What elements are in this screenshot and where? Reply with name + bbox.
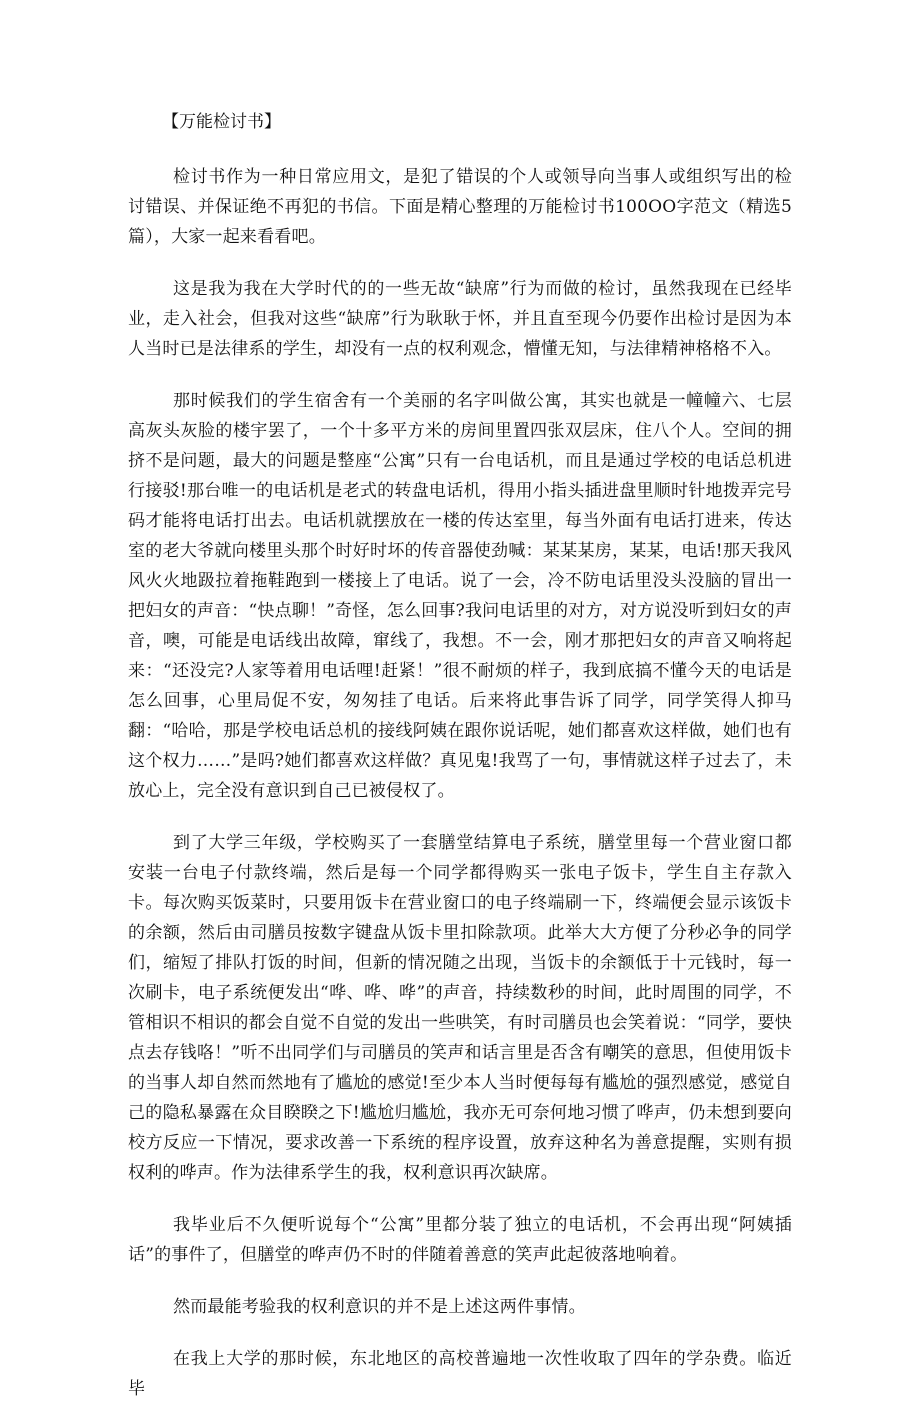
- paragraph-dorm-phone-story: 那时候我们的学生宿舍有一个美丽的名字叫做公寓，其实也就是一幢幢六、七层高灰头灰脸的楼宇罢了，一个十多平方米的房间里置四张双层床，住八个人。空间的拥挤不是问题，最大的问题是整座“公寓”只有一台电话机，而且是通过学校的电话总机进行接驳!那台唯一的电话机是老式的转盘电话机，得用小指头插进盘里顺时针地拨弄完号码才能将电话打出去。电话机就摆放在一楼的传达室里，每当外面有电话打进来，传达室的老大爷就向楼里头那个时好时坏的传音器使劲喊：某某某房，某某，电话!那天我风风火火地趿拉着拖鞋跑到一楼接上了电话。说了一会，冷不防电话里没头没脑的冒出一把妇女的声音：“快点聊！”奇怪，怎么回事?我问电话里的对方，对方说没听到妇女的声音，噢，可能是电话线出故障，窜线了，我想。不一会，刚才那把妇女的声音又响将起来：“还没完?人家等着用电话哩!赶紧！”很不耐烦的样子，我到底搞不懂今天的电话是怎么回事，心里局促不安，匆匆挂了电话。后来将此事告诉了同学，同学笑得人抑马翻：“哈哈，那是学校电话总机的接线阿姨在跟你说话呢，她们都喜欢这样做，她们也有这个权力……”是吗?她们都喜欢这样做？真见鬼!我骂了一句，事情就这样子过去了，未放心上，完全没有意识到自己已被侵权了。: [128, 391, 792, 801]
- document-title: 【万能检讨书】: [162, 112, 281, 132]
- paragraph-dining-card-story: 到了大学三年级，学校购买了一套膳堂结算电子系统，膳堂里每一个营业窗口都安装一台电子付款终端，然后是每一个同学都得购买一张电子饭卡，学生自主存款入卡。每次购买饭菜时，只要用饭卡在营业窗口的电子终端刷一下，终端便会显示该饭卡的余额，然后由司膳员按数字键盘从饭卡里扣除款项。此举大大方便了分秒必争的同学们，缩短了排队打饭的时间，但新的情况随之出现，当饭卡的余额低于十元钱时，每一次刷卡，电子系统便发出“哗、哗、哗”的声音，持续数秒的时间，此时周围的同学，不管相识不相识的都会自觉不自觉的发出一些哄笑，有时司膳员也会笑着说：“同学，要快点去存钱咯！”听不出同学们与司膳员的笑声和话言里是否含有嘲笑的意思，但使用饭卡的当事人却自然而然地有了尴尬的感觉!至少本人当时便每每有尴尬的强烈感觉，感觉自己的隐私暴露在众目睽睽之下!尴尬归尴尬，我亦无可奈何地习惯了哗声，仍未想到要向校方反应一下情况，要求改善一下系统的程序设置，放弃这种名为善意提醒，实则有损权利的哗声。作为法律系学生的我，权利意识再次缺席。: [128, 833, 792, 1183]
- document-body: [128, 105, 792, 1426]
- paragraph-intro: 检讨书作为一种日常应用文，是犯了错误的个人或领导向当事人或组织写出的检讨错误、并保证绝不再犯的书信。下面是精心整理的万能检讨书100OO字范文（精选5篇），大家一起来看看吧。: [128, 167, 792, 247]
- paragraph-tuition-start: 在我上大学的那时候，东北地区的高校普遍地一次性收取了四年的学杂费。临近毕: [128, 1349, 792, 1399]
- paragraph-transition: 然而最能考验我的权利意识的并不是上述这两件事情。: [173, 1297, 586, 1317]
- paragraph-absence-reflection: 这是我为我在大学时代的的一些无故“缺席”行为而做的检讨，虽然我现在已经毕业，走入社会，但我对这些“缺席”行为耿耿于怀，并且直至现今仍要作出检讨是因为本人当时已是法律系的学生，却没有一点的权利观念，懵懂无知，与法律精神格格不入。: [128, 279, 792, 359]
- paragraph-after-graduation: 我毕业后不久便听说每个“公寓”里都分装了独立的电话机，不会再出现“阿姨插话”的事件了，但膳堂的哗声仍不时的伴随着善意的笑声此起彼落地响着。: [128, 1215, 792, 1265]
